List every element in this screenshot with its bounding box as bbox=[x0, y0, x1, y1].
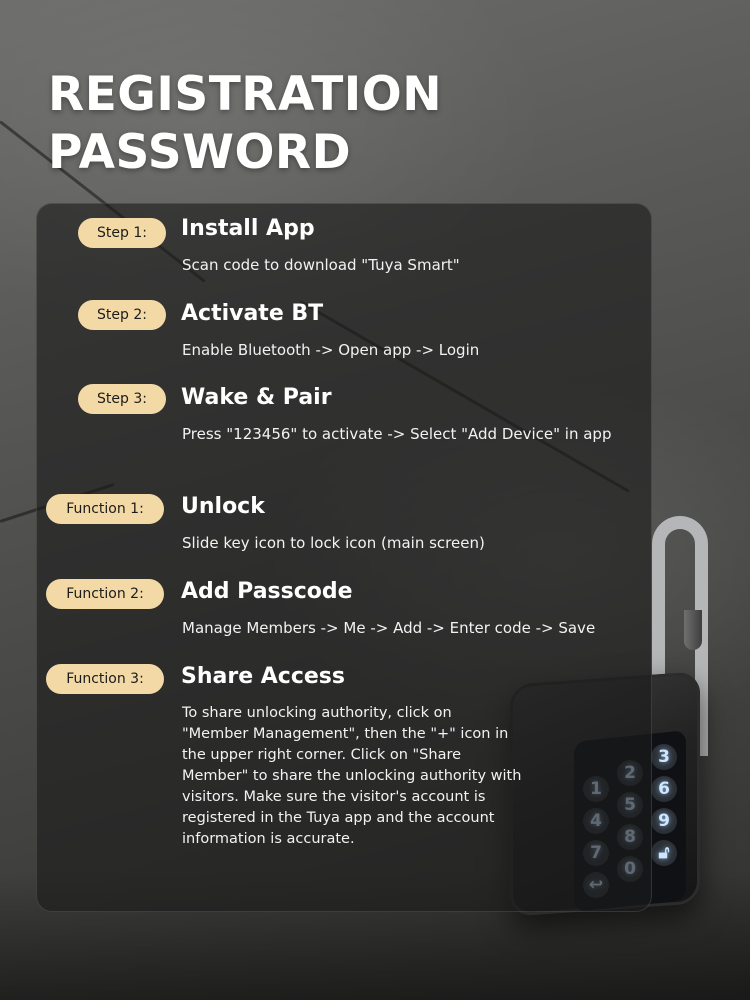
step-1-badge: Step 1: bbox=[78, 218, 166, 248]
keypad-key-6: 6 bbox=[651, 776, 677, 802]
padlock-shackle-end bbox=[684, 610, 702, 650]
function-1-badge: Function 1: bbox=[46, 494, 164, 524]
step-1-desc: Scan code to download "Tuya Smart" bbox=[182, 256, 460, 274]
step-3-title: Wake & Pair bbox=[181, 385, 332, 410]
function-1-desc: Slide key icon to lock icon (main screen) bbox=[182, 534, 485, 552]
step-3-desc: Press "123456" to activate -> Select "Add Device" in app bbox=[182, 425, 612, 443]
step-1-title: Install App bbox=[181, 216, 315, 241]
function-2-title: Add Passcode bbox=[181, 579, 353, 604]
keypad-unlock-icon: 🔓︎ bbox=[651, 840, 677, 866]
title-line-2: PASSWORD bbox=[48, 125, 352, 180]
function-1-title: Unlock bbox=[181, 494, 265, 519]
step-2-badge: Step 2: bbox=[78, 300, 166, 330]
keypad-key-9: 9 bbox=[651, 808, 677, 834]
step-2-desc: Enable Bluetooth -> Open app -> Login bbox=[182, 341, 480, 359]
keypad-key-3: 3 bbox=[651, 744, 677, 770]
title-line-1: REGISTRATION bbox=[48, 67, 443, 122]
function-3-title: Share Access bbox=[181, 664, 346, 689]
function-3-badge: Function 3: bbox=[46, 664, 164, 694]
function-2-badge: Function 2: bbox=[46, 579, 164, 609]
step-3-badge: Step 3: bbox=[78, 384, 166, 414]
page-title bbox=[48, 66, 648, 182]
function-3-desc: To share unlocking authority, click on "Member Management", then the "+" icon in the upper right corner. Click on "Share Member" to share the unlocking authority with visitors. Make sure the visitor's account is registered in the Tuya app and the account information is accurate. bbox=[182, 705, 522, 847]
step-2-title: Activate BT bbox=[181, 301, 324, 326]
function-2-desc: Manage Members -> Me -> Add -> Enter code -> Save bbox=[182, 619, 596, 637]
